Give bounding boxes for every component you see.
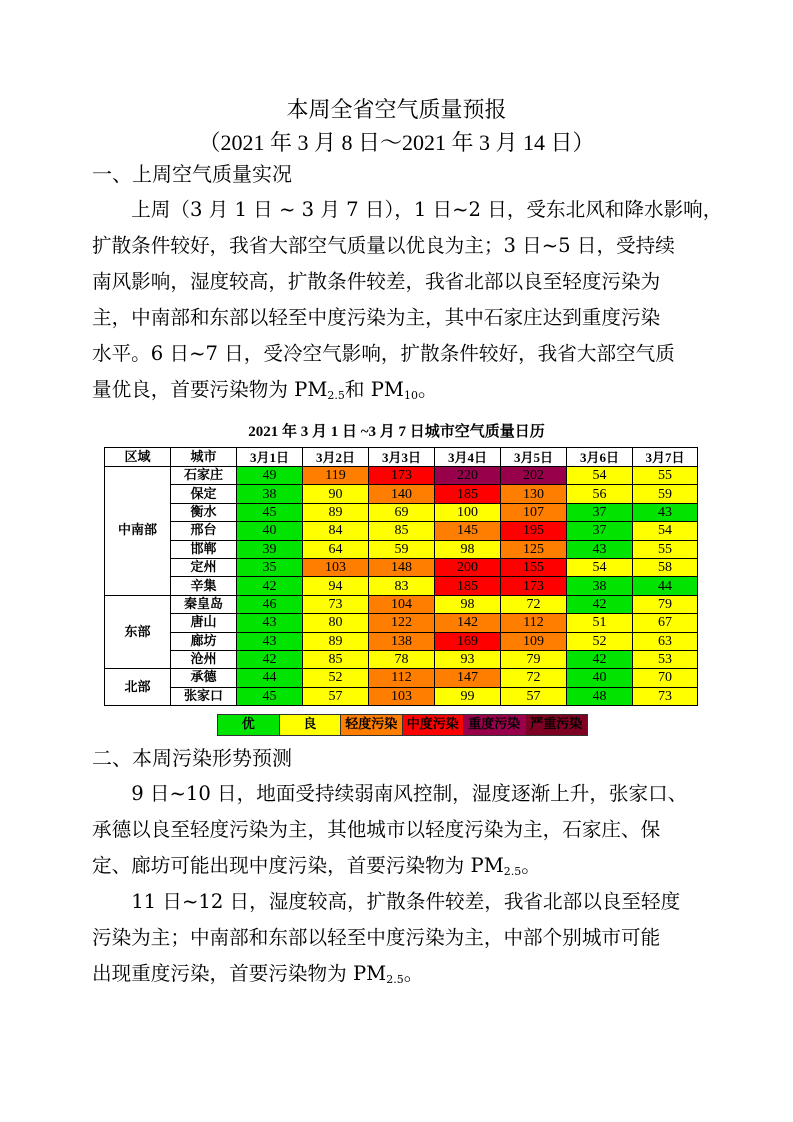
table-row [105, 467, 698, 485]
aqi-value-cell: 39 [237, 540, 303, 558]
aqi-value-cell: 80 [303, 614, 369, 632]
text: 定、廊坊可能出现中度污染，首要污染物为 PM [92, 854, 504, 877]
column-header: 3月2日 [303, 448, 369, 467]
aqi-value-cell: 155 [501, 558, 567, 576]
aqi-value-cell: 109 [501, 632, 567, 650]
aqi-value-cell: 59 [633, 485, 698, 503]
aqi-value-cell: 89 [303, 632, 369, 650]
city-cell: 秦皇岛 [171, 595, 237, 613]
aqi-value-cell: 79 [633, 595, 698, 613]
aqi-value-cell: 67 [633, 614, 698, 632]
table-row [105, 669, 698, 687]
table-row [105, 650, 698, 668]
aqi-value-cell: 185 [435, 485, 501, 503]
aqi-value-cell: 54 [567, 467, 633, 485]
aqi-value-cell: 112 [501, 614, 567, 632]
section-heading-this-week: 二、本周污染形势预测 [92, 746, 292, 770]
aqi-value-cell: 43 [567, 540, 633, 558]
aqi-value-cell: 99 [435, 687, 501, 705]
aqi-value-cell: 55 [633, 540, 698, 558]
subscript: 2.5 [327, 389, 345, 402]
aqi-value-cell: 43 [237, 632, 303, 650]
text: 。 [403, 962, 424, 985]
table-row [105, 595, 698, 613]
aqi-value-cell: 46 [237, 595, 303, 613]
table-row [105, 558, 698, 576]
aqi-value-cell: 112 [369, 669, 435, 687]
date-range-subtitle: （2021 年 3 月 8 日～2021 年 3 月 14 日） [198, 130, 595, 155]
text: 出现重度污染，首要污染物为 PM [92, 962, 387, 985]
aqi-value-cell: 185 [435, 577, 501, 595]
city-cell: 保定 [171, 485, 237, 503]
aqi-value-cell: 98 [435, 595, 501, 613]
text: 量优良，首要污染物为 PM [92, 378, 328, 401]
aqi-value-cell: 56 [567, 485, 633, 503]
city-cell: 邯郸 [171, 540, 237, 558]
aqi-value-cell: 40 [567, 669, 633, 687]
aqi-value-cell: 58 [633, 558, 698, 576]
aqi-value-cell: 42 [567, 595, 633, 613]
aqi-value-cell: 73 [633, 687, 698, 705]
aqi-value-cell: 107 [501, 503, 567, 521]
table-row [105, 485, 698, 503]
aqi-value-cell: 38 [567, 577, 633, 595]
aqi-value-cell: 85 [369, 522, 435, 540]
text: 。 [418, 378, 438, 401]
aqi-value-cell: 220 [435, 467, 501, 485]
aqi-value-cell: 94 [303, 577, 369, 595]
city-cell: 廊坊 [171, 632, 237, 650]
legend-item: 严重污染 [526, 715, 588, 735]
aqi-value-cell: 37 [567, 522, 633, 540]
aqi-value-cell: 90 [303, 485, 369, 503]
text-line: 承德以良至轻度污染为主，其他城市以轻度污染为主，石家庄、保 [92, 818, 661, 841]
text-line: 11 日~12 日，湿度较高，扩散条件较差，我省北部以良至轻度 [131, 890, 681, 913]
aqi-value-cell: 45 [237, 687, 303, 705]
section2-paragraph-1 [92, 776, 710, 890]
aqi-value-cell: 148 [369, 558, 435, 576]
page-title: 本周全省空气质量预报 [286, 98, 507, 123]
table-row [105, 540, 698, 558]
aqi-value-cell: 70 [633, 669, 698, 687]
aqi-value-cell: 42 [567, 650, 633, 668]
section1-paragraph [92, 192, 723, 414]
aqi-value-cell: 52 [303, 669, 369, 687]
aqi-value-cell: 52 [567, 632, 633, 650]
table-row [105, 614, 698, 632]
aqi-value-cell: 125 [501, 540, 567, 558]
aqi-value-cell: 51 [567, 614, 633, 632]
aqi-value-cell: 84 [303, 522, 369, 540]
aqi-value-cell: 83 [369, 577, 435, 595]
aqi-value-cell: 98 [435, 540, 501, 558]
aqi-value-cell: 72 [501, 669, 567, 687]
aqi-value-cell: 202 [501, 467, 567, 485]
city-cell: 辛集 [171, 577, 237, 595]
city-cell: 定州 [171, 558, 237, 576]
aqi-value-cell: 53 [633, 650, 698, 668]
aqi-value-cell: 138 [369, 632, 435, 650]
section2-paragraph-2 [92, 884, 710, 998]
table-row [105, 522, 698, 540]
aqi-value-cell: 89 [303, 503, 369, 521]
aqi-value-cell: 48 [567, 687, 633, 705]
text: 和 PM [344, 378, 404, 401]
subscript: 2.5 [386, 973, 404, 986]
region-cell: 东部 [105, 595, 171, 669]
aqi-value-cell: 195 [501, 522, 567, 540]
aqi-value-cell: 103 [369, 687, 435, 705]
aqi-value-cell: 78 [369, 650, 435, 668]
table-row [105, 503, 698, 521]
table-row [105, 577, 698, 595]
aqi-value-cell: 200 [435, 558, 501, 576]
aqi-value-cell: 63 [633, 632, 698, 650]
aqi-value-cell: 85 [303, 650, 369, 668]
text-line: 扩散条件较好，我省大部空气质量以优良为主；3 日~5 日，受持续 [92, 234, 675, 257]
legend-item: 中度污染 [403, 715, 465, 735]
aqi-value-cell: 45 [237, 503, 303, 521]
text-line [92, 372, 710, 414]
aqi-value-cell: 173 [501, 577, 567, 595]
column-header: 3月4日 [435, 448, 501, 467]
aqi-value-cell: 49 [237, 467, 303, 485]
aqi-value-cell: 147 [435, 669, 501, 687]
city-cell: 承德 [171, 669, 237, 687]
aqi-value-cell: 93 [435, 650, 501, 668]
aqi-value-cell: 79 [501, 650, 567, 668]
region-cell: 北部 [105, 669, 171, 706]
text-line: 9 日~10 日，地面受持续弱南风控制，湿度逐渐上升，张家口、 [131, 782, 688, 805]
aqi-value-cell: 35 [237, 558, 303, 576]
aqi-value-cell: 140 [369, 485, 435, 503]
aqi-value-cell: 43 [237, 614, 303, 632]
column-header: 3月5日 [501, 448, 567, 467]
aqi-value-cell: 72 [501, 595, 567, 613]
column-header: 区域 [105, 448, 171, 467]
table-caption: 2021 年 3 月 1 日 ~3 月 7 日城市空气质量日历 [248, 424, 545, 440]
aqi-value-cell: 44 [633, 577, 698, 595]
city-cell: 邢台 [171, 522, 237, 540]
column-header: 3月1日 [237, 448, 303, 467]
text-line: 水平。6 日~7 日，受冷空气影响，扩散条件较好，我省大部空气质 [92, 342, 675, 365]
city-cell: 唐山 [171, 614, 237, 632]
aqi-value-cell: 130 [501, 485, 567, 503]
legend-item: 重度污染 [464, 715, 526, 735]
text-line: 南风影响，湿度较高，扩散条件较差，我省北部以良至轻度污染为 [92, 270, 661, 293]
aqi-value-cell: 119 [303, 467, 369, 485]
aqi-value-cell: 69 [369, 503, 435, 521]
text: 。 [521, 854, 541, 877]
table-row [105, 632, 698, 650]
aqi-calendar-table [104, 447, 698, 706]
column-header: 3月7日 [633, 448, 698, 467]
aqi-value-cell: 173 [369, 467, 435, 485]
city-cell: 沧州 [171, 650, 237, 668]
aqi-value-cell: 142 [435, 614, 501, 632]
aqi-value-cell: 103 [303, 558, 369, 576]
city-cell: 衡水 [171, 503, 237, 521]
subscript: 10 [404, 389, 418, 402]
aqi-value-cell: 64 [303, 540, 369, 558]
city-cell: 张家口 [171, 687, 237, 705]
legend-item: 优 [218, 715, 280, 735]
column-header: 3月6日 [567, 448, 633, 467]
aqi-value-cell: 145 [435, 522, 501, 540]
aqi-value-cell: 100 [435, 503, 501, 521]
aqi-value-cell: 55 [633, 467, 698, 485]
aqi-value-cell: 59 [369, 540, 435, 558]
aqi-value-cell: 43 [633, 503, 698, 521]
aqi-value-cell: 38 [237, 485, 303, 503]
aqi-value-cell: 37 [567, 503, 633, 521]
aqi-value-cell: 42 [237, 650, 303, 668]
aqi-value-cell: 54 [567, 558, 633, 576]
aqi-value-cell: 73 [303, 595, 369, 613]
region-cell: 中南部 [105, 467, 171, 596]
aqi-value-cell: 57 [303, 687, 369, 705]
aqi-value-cell: 169 [435, 632, 501, 650]
aqi-value-cell: 42 [237, 577, 303, 595]
subscript: 2.5 [503, 865, 522, 878]
aqi-value-cell: 57 [501, 687, 567, 705]
column-header: 城市 [171, 448, 237, 467]
aqi-value-cell: 40 [237, 522, 303, 540]
text-line: 污染为主；中南部和东部以轻至中度污染为主，中部个别城市可能 [92, 926, 661, 949]
aqi-value-cell: 122 [369, 614, 435, 632]
table-row [105, 687, 698, 705]
column-header: 3月3日 [369, 448, 435, 467]
text-line: 主，中南部和东部以轻至中度污染为主，其中石家庄达到重度污染 [92, 306, 661, 329]
text-line: 上周（3 月 1 日 ~ 3 月 7 日），1 日~2 日，受东北风和降水影响， [131, 198, 723, 221]
legend-item: 良 [280, 715, 342, 735]
table-header-row [105, 448, 698, 467]
aqi-legend [217, 714, 588, 736]
aqi-value-cell: 44 [237, 669, 303, 687]
section-heading-last-week: 一、上周空气质量实况 [92, 162, 292, 186]
aqi-value-cell: 104 [369, 595, 435, 613]
text-line [92, 956, 710, 998]
aqi-value-cell: 54 [633, 522, 698, 540]
legend-item: 轻度污染 [341, 715, 403, 735]
city-cell: 石家庄 [171, 467, 237, 485]
